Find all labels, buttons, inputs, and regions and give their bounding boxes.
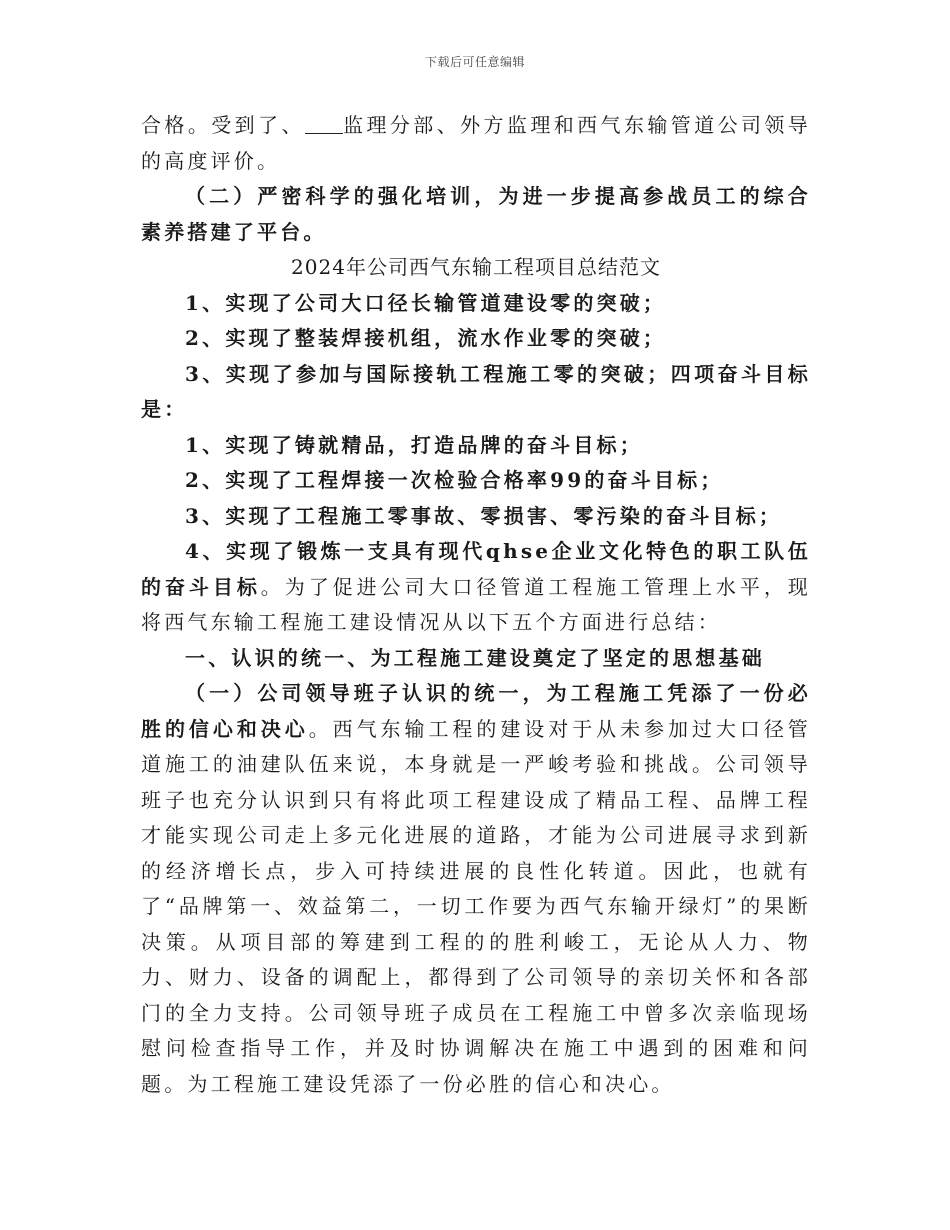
paragraph-evaluation-start: 合格。受到了、 [141, 113, 305, 137]
leadership-body-text: 。西气东输工程的建设对于从未参加过大口径管道施工的油建队伍来说，本身就是一严峻考验和挑战。公司领导班子也充分认识到只有将此项工程建设成了精品工程、品牌工程才能实现公司走上多元化进展的道路，才能为公司进展寻求到新的经济增长点，步入可持续进展的良性化转道。因此，也就有了“品牌第一、效益第二，一切工作要为西气东输开绿灯”的果断决策。从项目部的筹建到工程的的胜利峻工，无论从人力、物力、财力、设备的调配上，都得到了公司领导的亲切关怀和各部门的全力支持。公司领导班子成员在工程施工中曾多次亲临现场慰问检查指导工作，并及时协调解决在施工中遇到的困难和问题。为工程施工建设凭添了一份必胜的信心和决心。 [141, 716, 811, 1096]
leadership-heading-bold: （一）公司领导班子认识的统一，为工程施工凭添了一份必胜的信心和决心 [141, 681, 811, 741]
paragraph-leadership [141, 676, 811, 1102]
list-item: 1、实现了公司大口径长输管道建设零的突破； [185, 290, 667, 315]
list-item: 1、实现了铸就精品，打造品牌的奋斗目标； [185, 432, 643, 457]
paragraph-goal-summary [141, 534, 811, 641]
paragraph-evaluation-end: 监理分部、外方监理和西气东输管道公司领导的高度评价。 [141, 113, 812, 173]
document-body [141, 108, 811, 1102]
goal-summary-text: 。为了促进公司大口径管道工程施工管理上水平，现将西气东输工程施工建设情况从以下五个方面进行总结： [141, 574, 811, 634]
goal-four-bold: 4、实现了锻炼一支具有现代qhse企业文化特色的职工队伍的奋斗目标 [141, 539, 811, 599]
page-header: 下载后可任意编辑 [424, 55, 525, 69]
paragraph-evaluation [141, 108, 811, 179]
list-item: 2、实现了工程焊接一次检验合格率99的奋斗目标； [185, 468, 724, 492]
section-heading-unity: 一、认识的统一、为工程施工建设奠定了坚定的思想基础 [185, 645, 765, 670]
section-heading-training: （二）严密科学的强化培训，为进一步提高参战员工的综合素养搭建了平台。 [141, 184, 811, 244]
list-item: 3、实现了参加与国际接轨工程施工零的突破；四项奋斗目标是： [141, 361, 811, 421]
list-item: 3、实现了工程施工零事故、零损害、零污染的奋斗目标； [185, 503, 783, 528]
list-item: 2、实现了整装焊接机组，流水作业零的突破； [185, 326, 667, 350]
fill-in-blank [305, 115, 343, 134]
document-title: 2024年公司西气东输工程项目总结范文 [291, 255, 661, 279]
